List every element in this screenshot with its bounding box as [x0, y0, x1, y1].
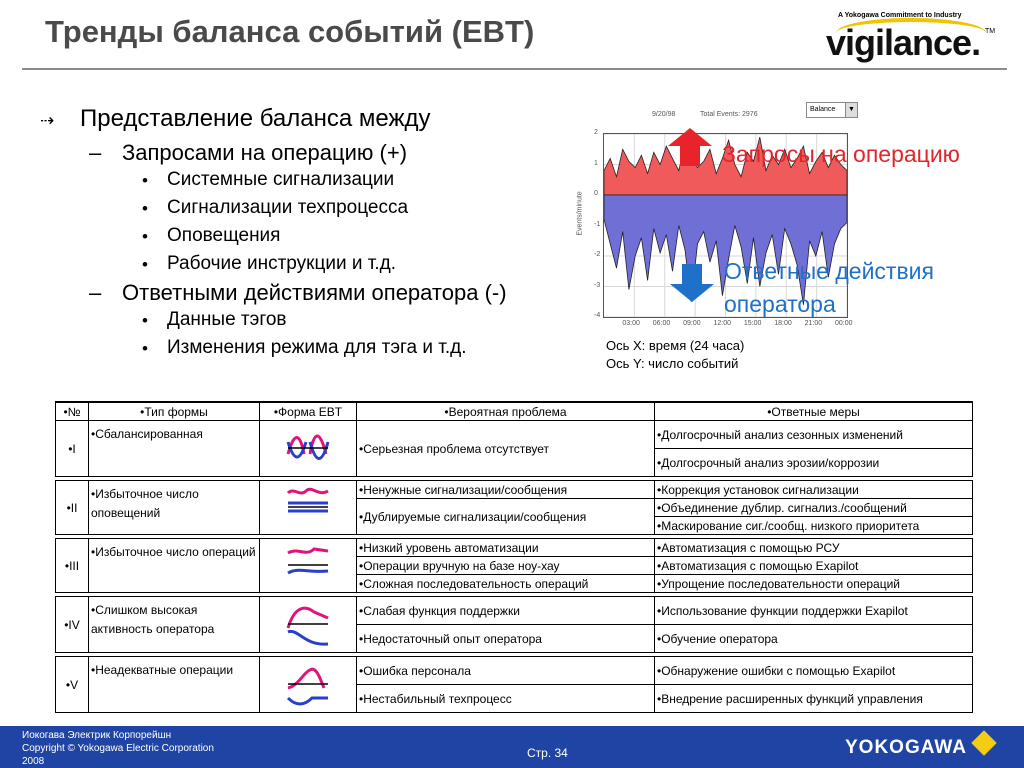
footer-copyright: Copyright © Yokogawa Electric Corporation — [22, 743, 214, 754]
x-tick-label: 18:00 — [774, 320, 792, 327]
ebt-shape-icon — [283, 481, 333, 531]
form-type: •Избыточное число оповещений — [89, 481, 260, 535]
countermeasure: •Внедрение расширенных функций управления — [655, 685, 973, 713]
label-operator-responses-line1: Ответные действия — [724, 258, 934, 284]
header-shape: •Форма EBT — [260, 402, 357, 421]
header-type: •Тип формы — [89, 402, 260, 421]
arrow-bullet-icon: ⇢ — [40, 111, 55, 130]
footer-bar — [0, 726, 1024, 768]
vigilance-logo: vigilance. — [826, 22, 981, 63]
bullet-item: Оповещения — [167, 225, 281, 246]
ebt-shape-icon — [283, 422, 333, 472]
countermeasure: •Упрощение последовательности операций — [655, 575, 973, 593]
table-header-row — [56, 402, 973, 421]
dash-bullet-icon: – — [89, 140, 102, 165]
footer-company: Иокогава Электрик Корпорейшн — [22, 730, 172, 741]
probable-problem: •Серьезная проблема отсутствует — [357, 421, 655, 477]
dot-bullet-icon: • — [142, 227, 148, 246]
yokogawa-logo: YOKOGAWA — [845, 737, 968, 758]
table-row — [56, 421, 973, 449]
chart-mode-select[interactable] — [806, 102, 858, 118]
ebt-shape-icon — [283, 539, 333, 589]
ebt-shape — [260, 597, 357, 653]
dot-bullet-icon: • — [142, 311, 148, 330]
header-num: •№ — [56, 402, 89, 421]
vigilance-logo-tagline: A Yokogawa Commitment to Industry — [838, 12, 962, 19]
arrow-up-icon — [668, 128, 712, 166]
bullet-item: Сигнализации техпроцесса — [167, 197, 409, 218]
header-problem: •Вероятная проблема — [357, 402, 655, 421]
dot-bullet-icon: • — [142, 199, 148, 218]
form-type: •Неадекватные операции — [89, 657, 260, 713]
dot-bullet-icon: • — [142, 171, 148, 190]
dot-bullet-icon: • — [142, 339, 148, 358]
vigilance-logo-tm: TM — [985, 28, 996, 35]
x-tick-label: 12:00 — [713, 320, 732, 327]
countermeasure: •Коррекция установок сигнализации — [655, 481, 973, 499]
axis-legend — [606, 337, 744, 373]
title-divider — [22, 68, 1007, 70]
y-tick-label: -1 — [594, 220, 601, 228]
y-tick-label: -3 — [594, 281, 601, 289]
arrow-down-icon — [670, 264, 714, 302]
x-tick-label: 21:00 — [804, 320, 823, 327]
probable-problem: •Нестабильный техпроцесс — [357, 685, 655, 713]
x-tick-label: 09:00 — [683, 320, 701, 327]
countermeasure: •Обучение оператора — [655, 625, 973, 653]
countermeasure: •Использование функции поддержки Exapilot — [655, 597, 973, 625]
bullet-item: Изменения режима для тэга и т.д. — [167, 337, 467, 358]
probable-problem: •Дублируемые сигнализации/сообщения — [357, 499, 655, 535]
chart-mode-select-value: Balance — [810, 106, 836, 113]
form-type: •Слишком высокая активность оператора — [89, 597, 260, 653]
label-operator-responses — [724, 255, 934, 321]
countermeasure: •Долгосрочный анализ эрозии/коррозии — [655, 449, 973, 477]
yokogawa-diamond-icon — [971, 730, 996, 755]
form-type: •Избыточное число операций — [89, 539, 260, 593]
x-tick-label: 03:00 — [622, 320, 640, 327]
ebt-shape — [260, 421, 357, 477]
bullet-item: Данные тэгов — [167, 309, 287, 330]
countermeasure: •Объединение дублир. сигнализ./сообщений — [655, 499, 973, 517]
page-title: Тренды баланса событий (EBT) — [45, 14, 535, 49]
axis-x-legend: Ось X: время (24 часа) — [606, 338, 745, 353]
x-tick-label: 00:00 — [835, 320, 853, 327]
axis-y-legend: Ось Y: число событий — [606, 356, 739, 371]
footer-year: 2008 — [22, 756, 45, 767]
chart-ylabel: Events/minute — [576, 191, 584, 236]
probable-problem: •Низкий уровень автоматизации — [357, 539, 655, 557]
countermeasure: •Автоматизация с помощью РСУ — [655, 539, 973, 557]
y-tick-label: 0 — [594, 190, 598, 197]
probable-problem: •Недостаточный опыт оператора — [357, 625, 655, 653]
label-operator-responses-line2: оператора — [724, 291, 836, 317]
probable-problem: •Ошибка персонала — [357, 657, 655, 685]
ebt-shape — [260, 539, 357, 593]
table-row — [56, 539, 973, 557]
countermeasure: •Маскирование сиг./сообщ. низкого приоритета — [655, 517, 973, 535]
bullet-group1-title: Запросами на операцию (+) — [122, 140, 408, 165]
chart-total-events: Total Events: 2976 — [700, 111, 758, 118]
row-number: •III — [56, 539, 89, 593]
table-row — [56, 481, 973, 499]
row-number: •IV — [56, 597, 89, 653]
ebt-shape-icon — [283, 598, 333, 648]
probable-problem: •Сложная последовательность операций — [357, 575, 655, 593]
table-row — [56, 657, 973, 685]
row-number: •II — [56, 481, 89, 535]
label-operation-requests: Запросы на операцию — [722, 141, 960, 167]
bullet-item: Системные сигнализации — [167, 169, 395, 190]
header-action: •Ответные меры — [655, 402, 973, 421]
bullet-item: Рабочие инструкции и т.д. — [167, 253, 396, 274]
table-row — [56, 597, 973, 625]
bullet-group2-title: Ответными действиями оператора (-) — [122, 280, 507, 305]
countermeasure: •Долгосрочный анализ сезонных изменений — [655, 421, 973, 449]
ebt-shape — [260, 481, 357, 535]
y-tick-label: 1 — [594, 159, 598, 167]
y-tick-label: -2 — [594, 251, 601, 258]
ebt-table — [55, 401, 973, 713]
y-tick-label: 2 — [594, 129, 598, 136]
bullet-main: Представление баланса между — [80, 105, 431, 132]
dash-bullet-icon: – — [89, 280, 102, 305]
x-tick-label: 06:00 — [652, 320, 671, 327]
countermeasure: •Автоматизация с помощью Exapilot — [655, 557, 973, 575]
chart-date: 9/20/98 — [652, 111, 676, 118]
footer-text — [22, 729, 214, 768]
countermeasure: •Обнаружение ошибки с помощью Exapilot — [655, 657, 973, 685]
form-type: •Сбалансированная — [89, 421, 260, 477]
row-number: •I — [56, 421, 89, 477]
probable-problem: •Слабая функция поддержки — [357, 597, 655, 625]
probable-problem: •Операции вручную на базе ноу-хау — [357, 557, 655, 575]
probable-problem: •Ненужные сигнализации/сообщения — [357, 481, 655, 499]
row-number: •V — [56, 657, 89, 713]
y-tick-label: -4 — [594, 312, 601, 319]
dot-bullet-icon: • — [142, 255, 148, 274]
ebt-shape-icon — [283, 658, 333, 708]
x-tick-label: 15:00 — [743, 320, 762, 327]
page-number: Стр. 34 — [527, 746, 568, 760]
ebt-shape — [260, 657, 357, 713]
chevron-down-icon: ▼ — [845, 103, 857, 117]
